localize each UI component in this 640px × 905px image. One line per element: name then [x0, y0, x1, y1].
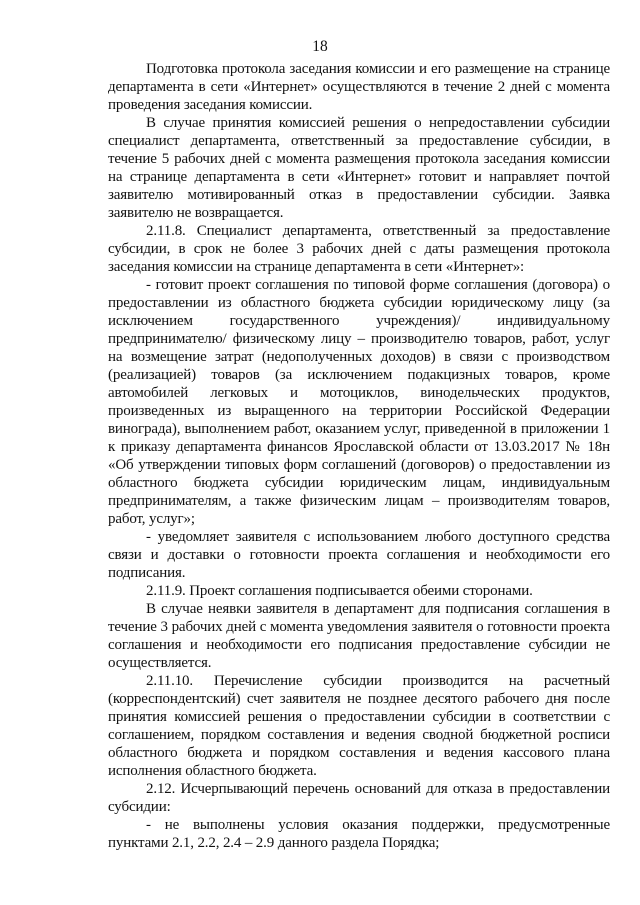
- paragraph-refusal-ground-1: - не выполнены условия оказания поддержки, предусмотренные пунктами 2.1, 2.2, 2.4 – 2.9 данного раздела Порядка;: [108, 817, 610, 851]
- document-body: [108, 60, 610, 852]
- paragraph-no-show: В случае неявки заявителя в департамент для подписания соглашения в течение 3 рабочих дней с момента уведомления заявителя о готовности проекта соглашения и необходимости его подписания предоставление субсидии не осуществляется.: [108, 601, 610, 671]
- paragraph-2-11-10: 2.11.10. Перечисление субсидии производится на расчетный (корреспондентский) счет заявителя не позднее десятого рабочего дня после принятия комиссией решения о предоставлении субсидии в соответствии с соглашением, порядком составления и ведения сводной бюджетной росписи областного бюджета и порядком составления и ведения кассового плана исполнения областного бюджета.: [108, 673, 610, 779]
- paragraph-notify-applicant: - уведомляет заявителя с использованием любого доступного средства связи и доставки о готовности проекта соглашения и необходимости его подписания.: [108, 529, 610, 581]
- paragraph-refusal-notice: В случае принятия комиссией решения о непредоставлении субсидии специалист департамента, ответственный за предоставление субсидии, в течение 5 рабочих дней с момента размещения протокола заседания комиссии на странице департамента в сети «Интернет» готовит и направляет почтой заявителю мотивированный отказ в предоставлении субсидии. Заявка заявителю не возвращается.: [108, 115, 610, 221]
- paragraph-protocol-preparation: Подготовка протокола заседания комиссии и его размещение на странице департамента в сети «Интернет» осуществляются в течение 2 дней с момента проведения заседания комиссии.: [108, 61, 610, 113]
- paragraph-2-11-9: 2.11.9. Проект соглашения подписывается обеими сторонами.: [146, 583, 533, 599]
- paragraph-2-12: 2.12. Исчерпывающий перечень оснований для отказа в предоставлении субсидии:: [108, 781, 610, 815]
- page-number: 18: [312, 38, 328, 55]
- paragraph-prepare-agreement: - готовит проект соглашения по типовой форме соглашения (договора) о предоставлении из областного бюджета субсидии юридическому лицу (за исключением государственного учреждения)/ индивидуальному предпринимателю/ физическому лицу – производителю товаров, работ, услуг на возмещение затрат (недополученных доходов) в связи с производством (реализацией) товаров (за исключением подакцизных товаров, кроме автомобилей легковых и мотоциклов, винодельческих продуктов, произведенных из выращенного на территории Российской Федерации винограда), выполнением работ, оказанием услуг, приведенной в приложении 1 к приказу департамента финансов Ярославской области от 13.03.2017 № 18н «Об утверждении типовых форм соглашений (договоров) о предоставлении из областного бюджета субсидии юридическим лицам, индивидуальным предпринимателям, а также физическим лицам – производителям товаров, работ, услуг»;: [108, 277, 610, 527]
- paragraph-2-11-8: 2.11.8. Специалист департамента, ответственный за предоставление субсидии, в срок не более 3 рабочих дней с даты размещения протокола заседания комиссии на странице департамента в сети «Интернет»:: [108, 223, 610, 275]
